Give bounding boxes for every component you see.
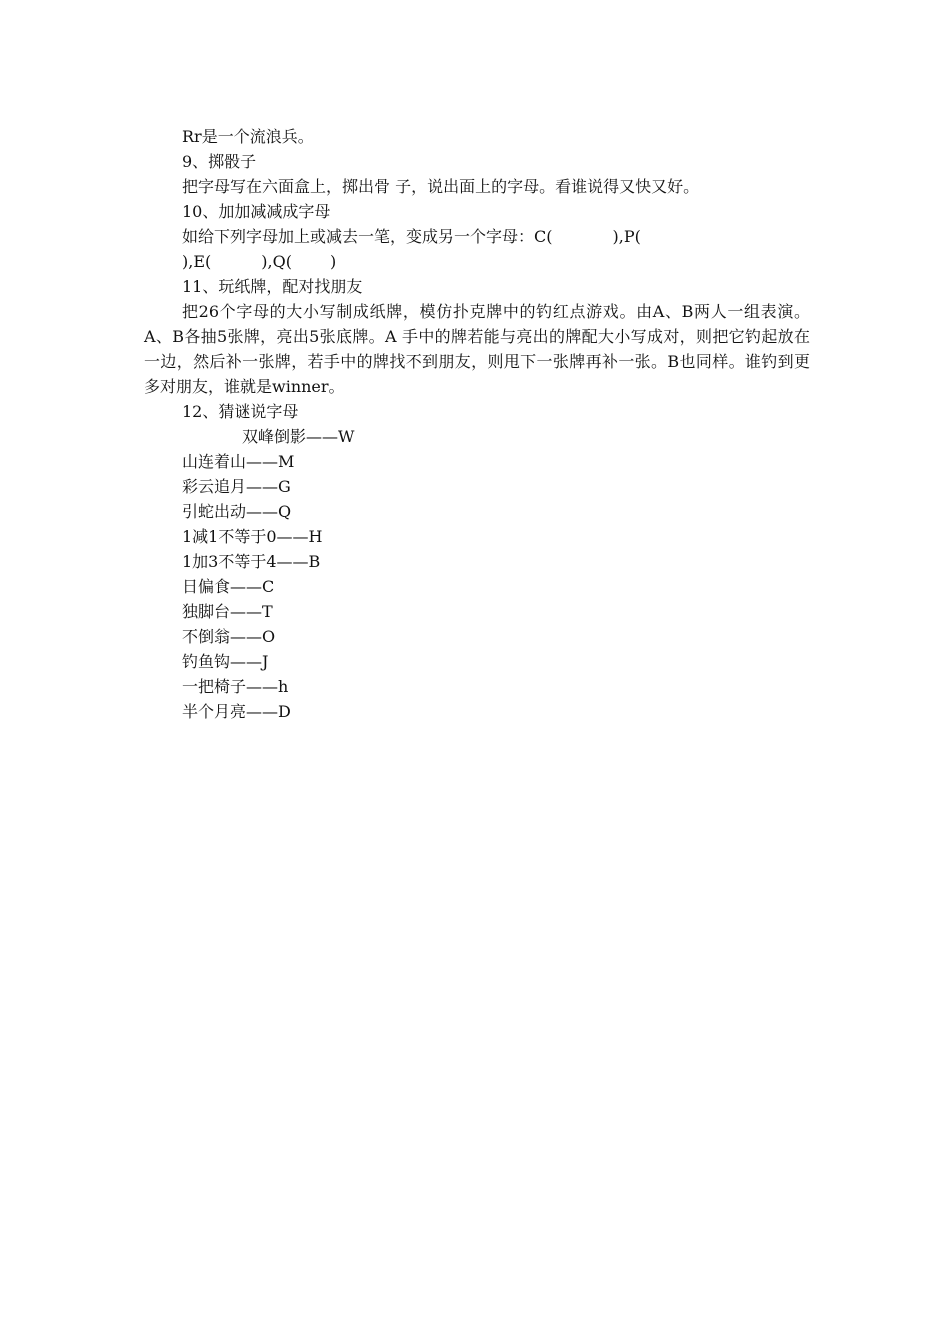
document-body <box>144 124 810 724</box>
intro-line: Rr是一个流浪兵。 <box>182 127 314 146</box>
section-10-after-e: ),Q( <box>261 252 292 271</box>
section-11-body: 把26个字母的大小写制成纸牌，模仿扑克牌中的钓红点游戏。由A、B两人一组表演。A、B各抽5张牌，亮出5张底牌。A 手中的牌若能与亮出的牌配大小写成对，则把它钓起放在一边，然后补一张牌，若手中的牌找不到朋友，则甩下一张牌再补一张。B也同样。谁钓到更多对朋友，谁就是winner。 <box>144 302 810 396</box>
riddle-item: 引蛇出动——Q <box>182 502 292 521</box>
riddle-item: 彩云追月——G <box>182 477 291 496</box>
section-11-heading: 11、玩纸牌，配对找朋友 <box>182 277 363 296</box>
section-10-after-q: ) <box>329 252 337 271</box>
riddle-item: 日偏食——C <box>182 577 275 596</box>
section-10-after-p: ),E( <box>182 252 212 271</box>
riddle-item: 山连着山——M <box>182 452 295 471</box>
section-10-body-line1 <box>144 224 810 249</box>
riddle-item: 钓鱼钩——J <box>182 652 269 671</box>
riddle-item: 双峰倒影——W <box>242 427 355 446</box>
section-9-heading: 9、掷骰子 <box>182 152 257 171</box>
section-9-body: 把字母写在六面盒上，掷出骨 子，说出面上的字母。看谁说得又快又好。 <box>182 177 700 196</box>
riddle-item: 不倒翁——O <box>182 627 276 646</box>
section-12-heading: 12、猜谜说字母 <box>182 402 299 421</box>
riddle-item: 一把椅子——h <box>182 677 289 696</box>
riddle-item: 1加3不等于4——B <box>182 552 321 571</box>
riddle-item: 独脚台——T <box>182 602 273 621</box>
riddle-item: 1减1不等于0——H <box>182 527 323 546</box>
riddle-item: 半个月亮——D <box>182 702 291 721</box>
section-10-body-line2 <box>144 249 810 274</box>
section-10-heading: 10、加加减减成字母 <box>182 202 331 221</box>
section-10-body-prefix: 如给下列字母加上或减去一笔，变成另一个字母：C( <box>182 227 553 246</box>
section-10-after-c: ),P( <box>612 227 641 246</box>
